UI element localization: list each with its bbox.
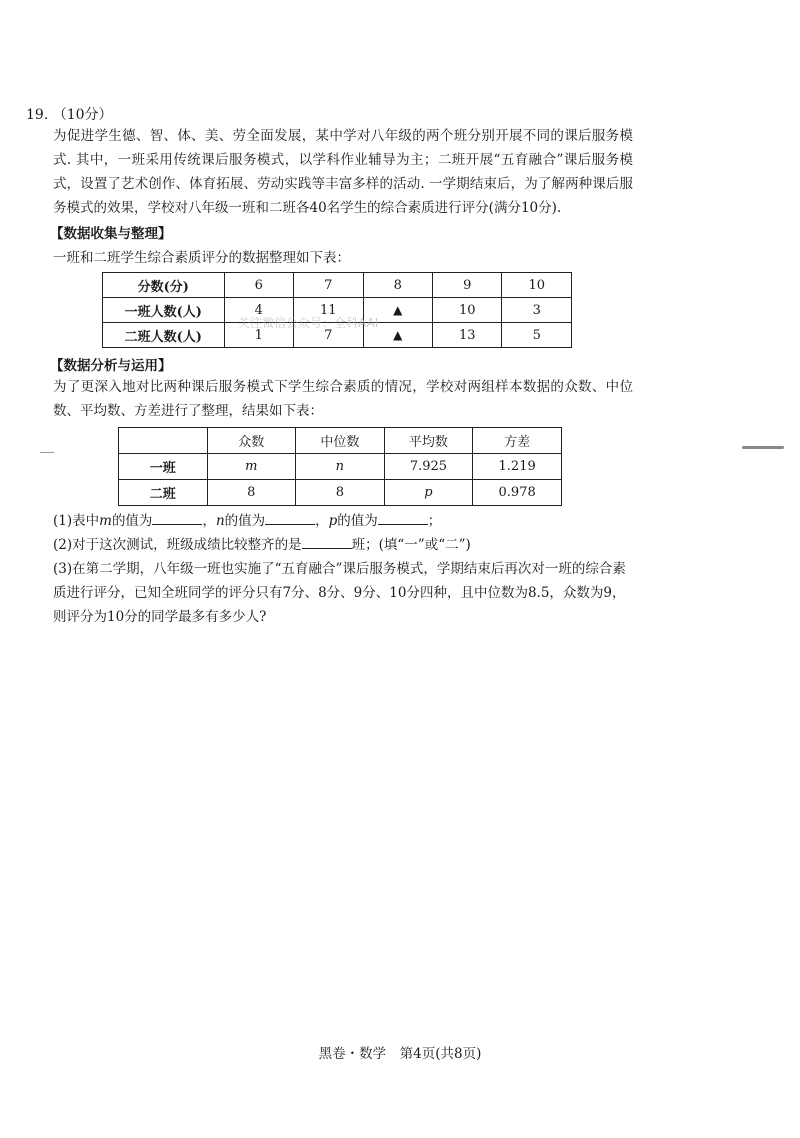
sub-question-3: (3)在第二学期，八年级一班也实施了“五育融合”课后服务模式，学期结束后再次对一班的综合素质进行评分，已知全班同学的评分只有7分、8分、9分、10分四种，且中位数为8.5，众数为9，则评分为10分的同学最多有多少人? (53, 561, 626, 625)
table2-intro: 为了更深入地对比两种课后服务模式下学生综合素质的情况，学校对两组样本数据的众数、中位数、平均数、方差进行了整理，结果如下表： (53, 379, 633, 419)
question-number (26, 104, 113, 124)
q1-text: 的值为 (111, 513, 153, 529)
table-header-row (119, 428, 562, 454)
question-points: （10分） (52, 107, 113, 123)
table-cell: 二班人数(人) (103, 323, 225, 348)
table-cell: 3 (502, 298, 572, 323)
table-row (119, 480, 562, 506)
q1-var-n: n (215, 513, 225, 529)
table-cell: 13 (432, 323, 501, 348)
watermark: 关注微信公众号：全科AAI (238, 316, 379, 330)
table-cell: 平均数 (384, 428, 473, 454)
scan-mark-right (742, 446, 784, 449)
q2-text: 班；(填“一”或“二”) (351, 537, 471, 553)
table-cell: 8 (296, 480, 385, 506)
table-cell (119, 428, 208, 454)
answer-blank-m (152, 510, 202, 525)
table-cell: 7 (294, 323, 363, 348)
q1-text: 的值为 (337, 513, 378, 529)
q1-text: ， (315, 513, 329, 529)
q1-var-p: p (328, 513, 338, 529)
q1-var-m: m (99, 513, 112, 529)
table-cell: 6 (224, 273, 293, 298)
section-heading-data-collection: 【数据收集与整理】 (50, 226, 172, 242)
table-cell: 1.219 (473, 454, 562, 480)
table-cell: 7.925 (384, 454, 473, 480)
table-cell: p (384, 480, 473, 506)
table-cell: 分数(分) (103, 273, 225, 298)
table-cell: 一班人数(人) (103, 298, 225, 323)
answer-blank-class (302, 534, 352, 549)
table-cell: 5 (502, 323, 572, 348)
question-intro: 为促进学生德、智、体、美、劳全面发展，某中学对八年级的两个班分别开展不同的课后服务模式. 其中，一班采用传统课后服务模式，以学科作业辅导为主；二班开展“五育融合”课后服务模式，设置了艺术创作、体育拓展、劳动实践等丰富多样的活动. 一学期结束后，为了解两种课后服务模式的效果，学校对八年级一班和二班各40名学生的综合素质进行评分(满分10分). (53, 128, 633, 216)
q1-text: 的值为 (224, 513, 266, 529)
table-cell: 二班 (119, 480, 208, 506)
table1-intro: 一班和二班学生综合素质评分的数据整理如下表： (53, 250, 350, 266)
sub-question-2 (53, 533, 633, 557)
statistics-table (118, 427, 562, 506)
scan-mark-left (40, 452, 54, 453)
table-cell: 10 (432, 298, 501, 323)
page-footer: 黑卷・数学 第4页(共8页) (318, 1046, 482, 1062)
table-cell: m (207, 454, 296, 480)
table-cell: ▲ (363, 298, 432, 323)
q1-text: (1)表中 (53, 513, 100, 529)
q1-text: ； (427, 513, 442, 529)
table-cell: 一班 (119, 454, 208, 480)
table-cell: 中位数 (296, 428, 385, 454)
table-cell: 1 (224, 323, 293, 348)
q1-text: ， (202, 513, 216, 529)
table-cell: 众数 (207, 428, 296, 454)
answer-blank-p (378, 510, 428, 525)
table-cell: n (296, 454, 385, 480)
score-distribution-table (102, 272, 572, 348)
table-cell: 9 (432, 273, 501, 298)
section-heading-data-analysis: 【数据分析与运用】 (50, 358, 172, 374)
table-header-row (103, 273, 572, 298)
table-cell: 0.978 (473, 480, 562, 506)
table-cell: ▲ (363, 323, 432, 348)
question-number-text: 19. (26, 107, 49, 123)
q2-text: (2)对于这次测试，班级成绩比较整齐的是 (53, 537, 302, 553)
sub-question-1 (53, 509, 633, 533)
table-cell: 11 (294, 298, 363, 323)
table-cell: 7 (294, 273, 363, 298)
table-cell: 8 (363, 273, 432, 298)
table-row (119, 454, 562, 480)
table-cell: 10 (502, 273, 572, 298)
table-cell: 4 (224, 298, 293, 323)
table-cell: 方差 (473, 428, 562, 454)
table-cell: 8 (207, 480, 296, 506)
answer-blank-n (265, 510, 315, 525)
